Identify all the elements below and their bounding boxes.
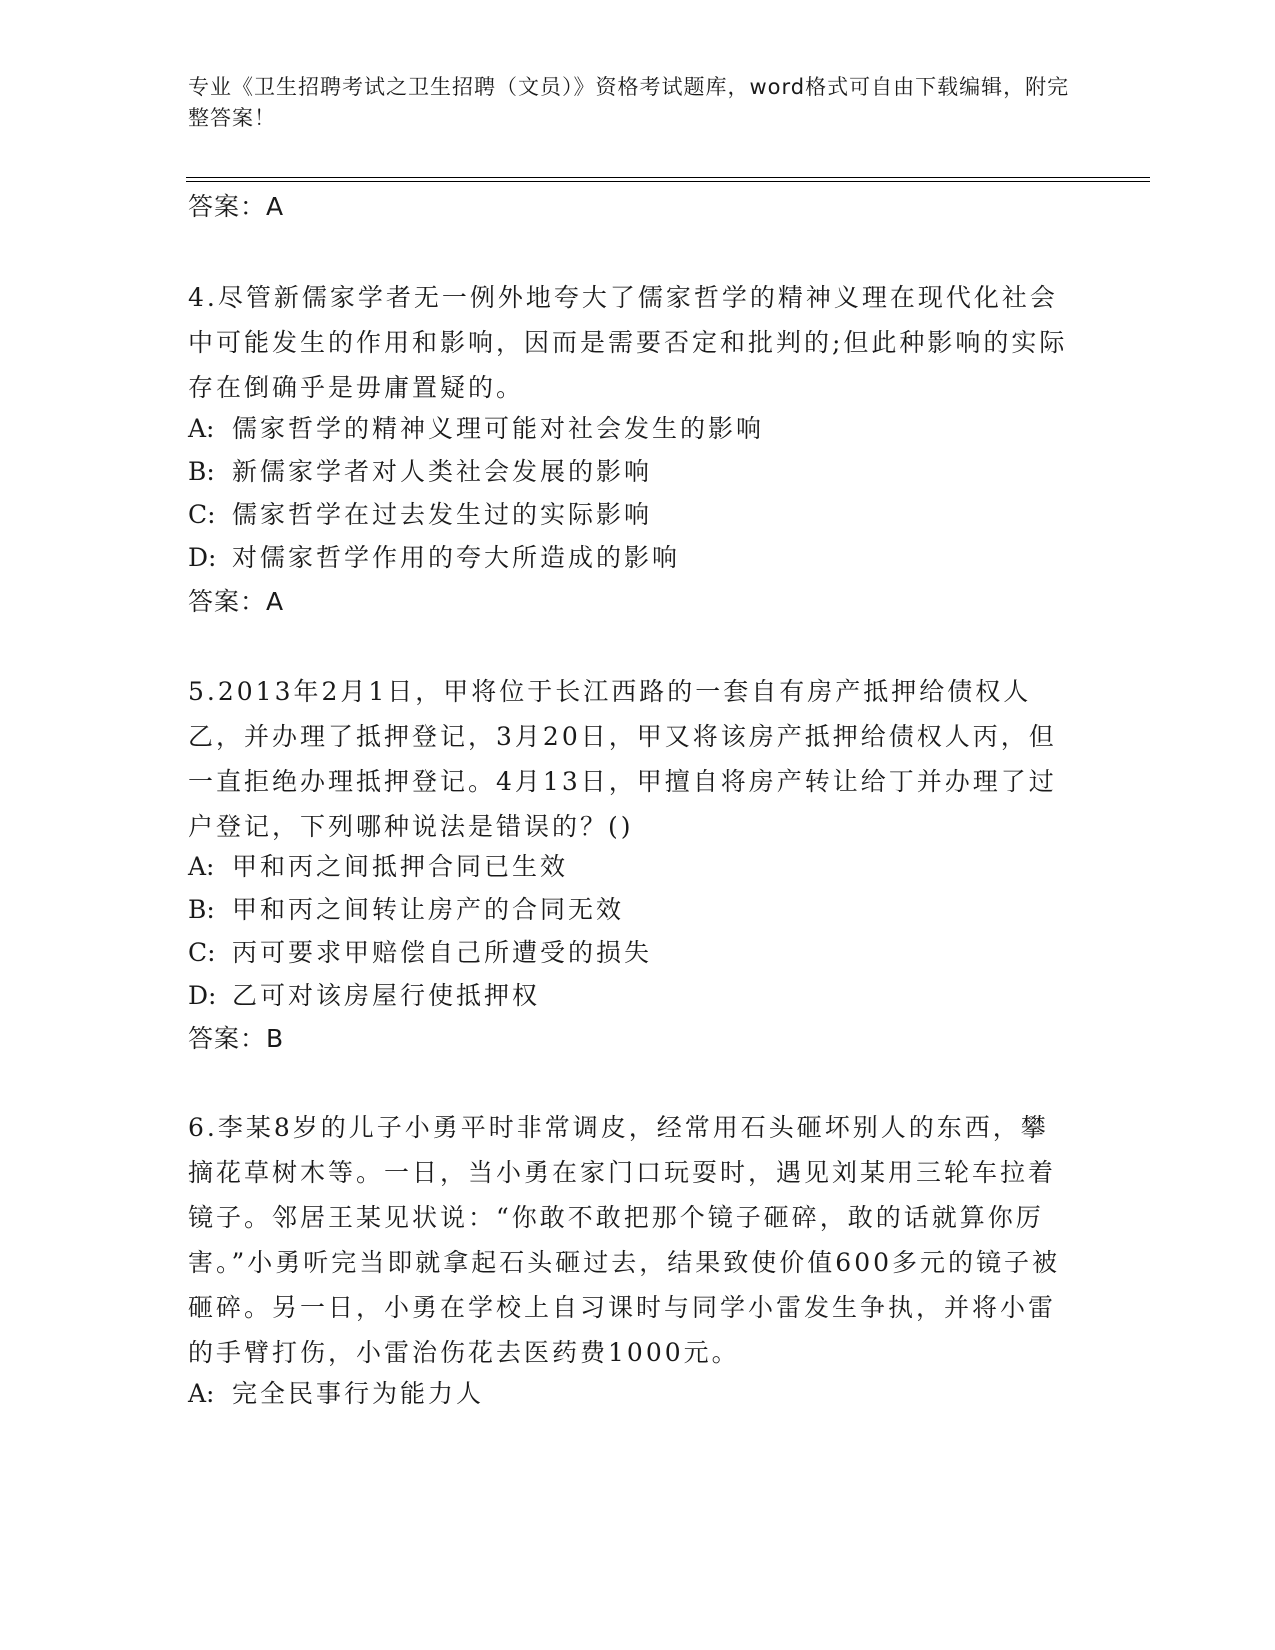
q5-option-a	[188, 850, 1068, 884]
option-letter: D:	[188, 543, 217, 572]
option-letter: A:	[188, 1379, 215, 1408]
question-4-text: 4.尽管新儒家学者无一例外地夸大了儒家哲学的精神义理在现代化社会中可能发生的作用和影响，因而是需要否定和批判的;但此种影响的实际存在倒确乎是毋庸置疑的。	[188, 283, 1068, 402]
q5-answer: 答案：B	[188, 1024, 285, 1053]
option-letter: B:	[188, 895, 215, 924]
document-header: 专业《卫生招聘考试之卫生招聘（文员）》资格考试题库，word格式可自由下载编辑，附完整答案！	[188, 75, 1070, 130]
option-letter: D:	[188, 981, 217, 1010]
option-letter: B:	[188, 457, 215, 486]
option-text: 儒家哲学的精神义理可能对社会发生的影响	[232, 414, 765, 443]
option-text: 甲和丙之间转让房产的合同无效	[232, 895, 625, 924]
header-rule-top	[186, 177, 1150, 178]
option-text: 甲和丙之间抵押合同已生效	[232, 852, 569, 881]
option-letter: A:	[188, 414, 215, 443]
answer-prev: 答案：A	[188, 192, 285, 221]
question-6-text: 6.李某8岁的儿子小勇平时非常调皮，经常用石头砸坏别人的东西，攀摘花草树木等。一日，当小勇在家门口玩耍时，遇见刘某用三轮车拉着镜子。邻居王某见状说：“你敢不敢把那个镜子砸碎，敢的话就算你厉害。”小勇听完当即就拿起石头砸过去，结果致使价值600多元的镜子被砸碎。另一日，小勇在学校上自习课时与同学小雷发生争执，并将小雷的手臂打伤，小雷治伤花去医药费1000元。	[188, 1113, 1061, 1367]
option-text: 新儒家学者对人类社会发展的影响	[232, 457, 653, 486]
q4-answer: 答案：A	[188, 587, 285, 616]
q4-option-d	[188, 541, 1068, 575]
option-text: 乙可对该房屋行使抵押权	[232, 981, 541, 1010]
option-letter: C:	[188, 500, 216, 529]
option-text: 丙可要求甲赔偿自己所遭受的损失	[232, 938, 653, 967]
option-text: 儒家哲学在过去发生过的实际影响	[232, 500, 653, 529]
q4-option-c	[188, 498, 1068, 532]
q5-option-c	[188, 936, 1068, 970]
option-text: 完全民事行为能力人	[232, 1379, 485, 1408]
q5-option-b	[188, 893, 1068, 927]
q4-option-a	[188, 412, 1068, 446]
option-letter: A:	[188, 852, 215, 881]
q6-option-a	[188, 1377, 1068, 1411]
header-rule-bottom	[186, 181, 1150, 182]
option-text: 对儒家哲学作用的夸大所造成的影响	[232, 543, 681, 572]
option-letter: C:	[188, 938, 216, 967]
question-5-text: 5.2013年2月1日，甲将位于长江西路的一套自有房产抵押给债权人乙，并办理了抵押登记，3月20日，甲又将该房产抵押给债权人丙，但一直拒绝办理抵押登记。4月13日，甲擅自将房产转让给丁并办理了过户登记，下列哪种说法是错误的？()	[188, 677, 1057, 841]
q4-option-b	[188, 455, 1068, 489]
q5-option-d	[188, 979, 1068, 1013]
